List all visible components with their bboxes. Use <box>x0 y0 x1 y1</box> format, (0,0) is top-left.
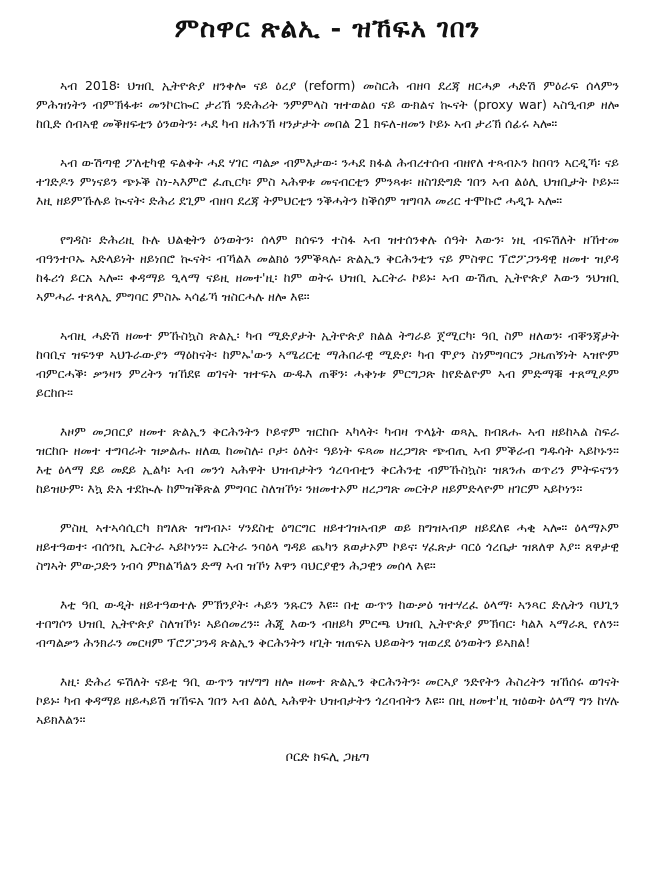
paragraph-3: የግዳስ፡ ድሕሪዚ ኩሉ ህልቂትን ዕንወትን፡ ሰላም ክሰፍን ተስፋ ኣብ ዝተሰንቀሉ ሰዓት እውን፡ ነዚ ብፍሽለት ዘኸተመ ብዓንተቦኡ ኣድላይነት ዘይነበሮ ኲናት፡ ብኻልእ መልክዕ ንምቕጻሉ፡ ጽልኢን ቅርሕንቲን ናይ ምስዋር ፕሮፖጋንዳዊ ዘመተ ዝያዳ ከፋሪጎ ይርአ ኣሎ። ቀዳማይ ዒላማ ናይዚ ዘመተ'ዚ፡ ከም ወትሩ ህዝቢ ኤርትራ ኮይኑ፡ ኣብ ውሽጢ ኢትዮጵያ እውን ንህዝቢ ኣምሓራ ተጸላኢ ምግባር ምስኡ ኣሳፊኻ ዝስርሓሉ ዘሎ እዩ። <box>36 232 619 304</box>
paragraph-6: ምስዚ ኣተኣሳሲርካ ክግለጽ ዝግብኦ፡ ሃንደስቲ ዕግርግር ዘይተገዝኣብዎ ወይ ክግዝኣብዎ ዘይደለዩ ሓቂ ኣሎ። ዕላማኦም ዘይተዓወተ፡ ብሰንኪ ኤርትራ ኣይኮነን። ኤርትራ ንባዕላ ግዳይ ጨካን ጸወታኦም ኮይና፡ ሃፈጽታ ባርዕ ጎረቤታ ዝጸለዋ እያ። ጸዋታዊ ስግኣት ምውጋድን ነብሳ ምክልኻልን ድማ ኣብ ዝኾነ እዋን ባህርያዊን ሕጋዊን መሰላ እዩ። <box>36 520 619 573</box>
paragraph-4: ኣብዚ ሓድሽ ዘመተ ምኹስኳስ ጽልኢ፡ ካብ ሚድያታት ኢትዮጵያ ክልል ትግራይ ጀሚርካ፡ ዓቢ ስም ዘለወን፡ ብቐንጃታት ከባቢና ዝፍንዋ ኣህጉራውያን ማዕከናት፡ ከምኡ'ውን ኣሜሪርቲ ማሕበራዊ ሚድያ፡ ካብ ሞያን ስነምግባርን ጋዜጠኝነት ኣዝዮም ብምርሓቕ፡ ቃንዛን ምረትን ዝኸደዩ ወገናት ዝተፍአ ውዱእ ጠቐን፡ ሓቅነቱ ምርግጋጽ ከየድልዮም ኣብ ምድማቑ ተጸሚዶም ይርከቡ። <box>36 328 619 400</box>
signature: ቦርድ ክፍሊ ጋዜጣ <box>285 750 370 765</box>
paragraph-7: እቲ ዓቢ ውዲት ዘይተዓወተሉ ምኽንያት፡ ሓይን ንጹርን እዩ። በቲ ውጥን ከውቃዕ ዝተሃረፈ ዕላማ፡ ኣንጻር ድሌትን ባህጊን ተበግሶን ህዝቢ ኢትዮጵያ ስለዝኾነ፡ ኣይሰመረን። ሕጂ እውን ብዘይካ ምርጫ ህዝቢ ኢትዮጵያ ምኽባር፡ ካልእ ኣማራጺ የለን። ብጣልቃን ሕንክራን መርዛም ፕሮፖጋንዳ ጽልኢን ቅርሕንትን ዛጊት ዝጠፍአ ህይወትን ዝወረደ ዕንወትን ይኣክል! <box>36 597 619 650</box>
document-title: ምስዋር ጽልኢ - ዝኸፍአ ገበን <box>174 14 481 44</box>
paragraph-5: እዞም መጋበርያ ዘመተ ጽልኢን ቅርሕንትን ኮይኖም ዝርከቡ ኣካላት፡ ካብዛ ጥላኔት ወጻኢ ክብጸሑ ኣብ ዘይከኣል ስፍራ ዝርከቡ ዘመተ ተግባራት ዝቃልሑ ዘለዉ ከመስሉ፡ ቦታ፡ ዕለት፡ ዓይነት ፍጻመ ዘረጋግጽ ጭብጢ ኣብ ምቕራብ ግዱሳት ኣይኮኑን። እቲ ዕላማ ደይ መደይ ኢልካ፡ ኣብ መንጎ ኣሕዋት ህዝብታትን ጎረባብቲን ቅርሕንቲ ብምኹስኳስ፡ ዝጸንሐ ወጥሪን ምትፍናንን ከይዝሁም፡ እኳ ድአ ተደኲሉ ከምዝቕጽል ምግባር ስለዝኾነ፡ ንዘመተኦም ዘረጋግጽ መርትዖ ዘይምድላዮም ዘገርም ኣይኮነን። <box>36 424 619 496</box>
paragraph-8: እዚ፡ ድሕሪ ፍሽለት ናይቲ ዓቢ ውጥን ዝሃግግ ዘሎ ዘመተ ጽልኢን ቅርሕንትን፡ መርኣያ ንድየትን ሕስረትን ዝኸሰሩ ወገናት ኮይኑ፡ ካብ ቀዳማይ ዘይሓይሽ ዝኸፍአ ገበን ኣብ ልዕሊ ኣሕዋት ህዝብታትን ጎረባብትን እዩ። በዚ ዘመተ'ዚ ዝዕወት ዕላማ ግን ከሃሉ ኣይክእልን። <box>36 674 619 727</box>
paragraph-2: ኣብ ውሽጣዊ ፖለቲካዊ ፍልቀት ሓደ ሃገር ጣልቃ ብምእታው፡ ንሓደ ክፋል ሕብረተሰብ ብዘየለ ተጻብኦን ከበባን ኣርዲኻ፡ ናይ ተገድዶን ምነናይን ጭኑቕ ስነ-ኣእምሮ ፈጢርካ፡ ምስ ኣሕዋቱ መናብርቲን ምንጻቱ፡ ዘስገድግድ ገበን ኣብ ልዕሊ ህዝቢታት ኮይኑ። እዚ ዘይምኹሉይ ኲናት፡ ድሕሪ ደጊም ብዘባ ደረጃ ትምህርቲን ንቕሓትን ከቕሰም ዝግባእ መሪር ተሞኩሮ ሓዲጉ ኣሎ። <box>36 155 619 208</box>
paragraph-1: ኣብ 2018፡ ህዝቢ ኢትዮጵያ ዘንቀሎ ናይ ዕረያ (reform) መስርሕ ብዘባ ደረጃ ዘርሓዎ ሓድሽ ምዕራፍ ሰላምን ምሕዝነትን ብምኽፋቱ፡ መንኮርኰር ታሪኽ ንድሕሪት ንምምላስ ዝተወልዐ ናይ ውክልና ኲናት (proxy war) ኣስዒብዎ ዘሎ ከቢድ ሰብኣዊ መቕዘፍቲን ዕንወትን፡ ሓደ ካብ ዘሕንኽ ዛንታታት መበል 21 ክፍለ-ዘመን ኮይኑ ኣብ ታሪኽ ሰፊሩ ኣሎ። <box>36 78 619 131</box>
